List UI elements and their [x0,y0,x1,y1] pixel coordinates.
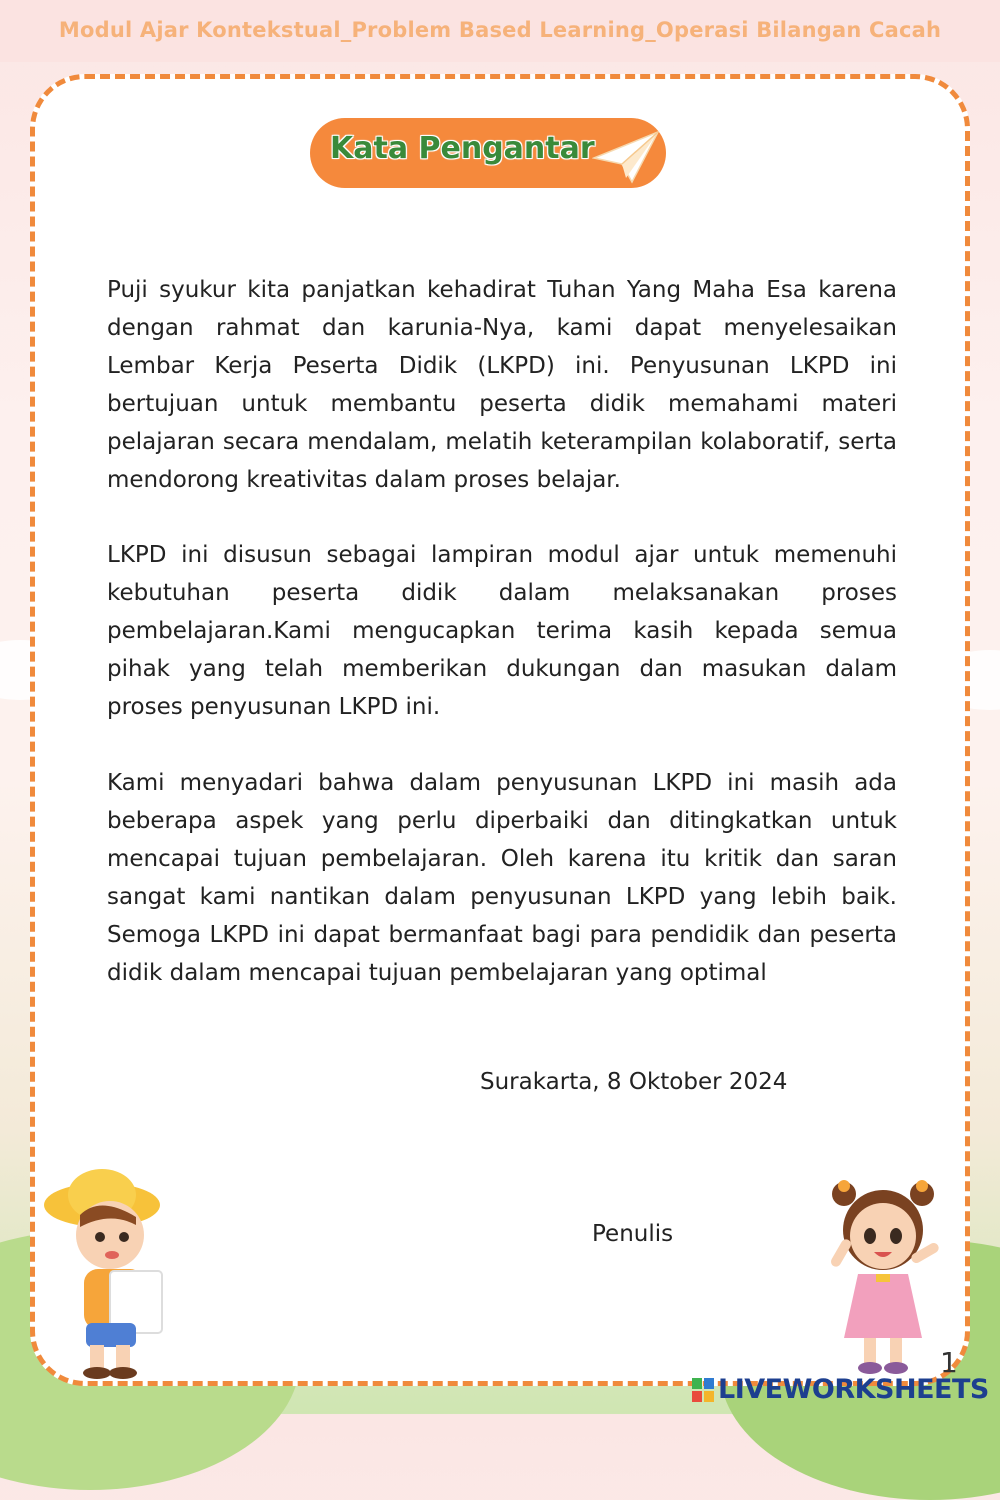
body-paragraph: LKPD ini disusun sebagai lampiran modul ajar untuk memenuhi kebutuhan peserta didik dalam melaksanakan proses pembelajaran.Kami mengucapkan terima kasih kepada semua pihak yang telah memberikan dukungan dan masukan dalam proses penyusunan LKPD ini. [107,542,897,720]
watermark-text: LIVEWORKSHEETS [718,1374,989,1405]
module-header-title: Modul Ajar Kontekstual_Problem Based Learning_Operasi Bilangan Cacah [58,18,942,42]
liveworksheets-logo-icon [692,1378,714,1402]
boy-reading-illustration [40,1165,180,1380]
closing-paragraph: Kami menyadari bahwa dalam penyusunan LKPD ini masih ada beberapa aspek yang perlu diperbaiki dan ditingkatkan untuk mencapai tujuan pembelajaran. Oleh karena itu kritik dan saran sangat kami nantikan dalam penyusunan LKPD yang lebih baik. Semoga LKPD ini dapat bermanfaat bagi para pendidik dan peserta didik dalam mencapai tujuan pembelajaran yang optimal [107,770,897,986]
paper-plane-icon [592,128,660,186]
page-number: 1 [940,1346,958,1379]
place-date: Surakarta, 8 Oktober 2024 [480,1069,788,1095]
girl-illustration [818,1178,948,1378]
page-title: Kata Pengantar [330,131,595,166]
author-label: Penulis [592,1221,674,1247]
intro-paragraph: Puji syukur kita panjatkan kehadirat Tuhan Yang Maha Esa karena dengan rahmat dan karunia-Nya, kami dapat menyelesaikan Lembar Kerja Peserta Didik (LKPD) ini. Penyusunan LKPD ini bertujuan untuk membantu peserta didik memahami materi pelajaran secara mendalam, melatih keterampilan kolaboratif, serta mendorong kreativitas dalam proses belajar. [107,277,897,493]
